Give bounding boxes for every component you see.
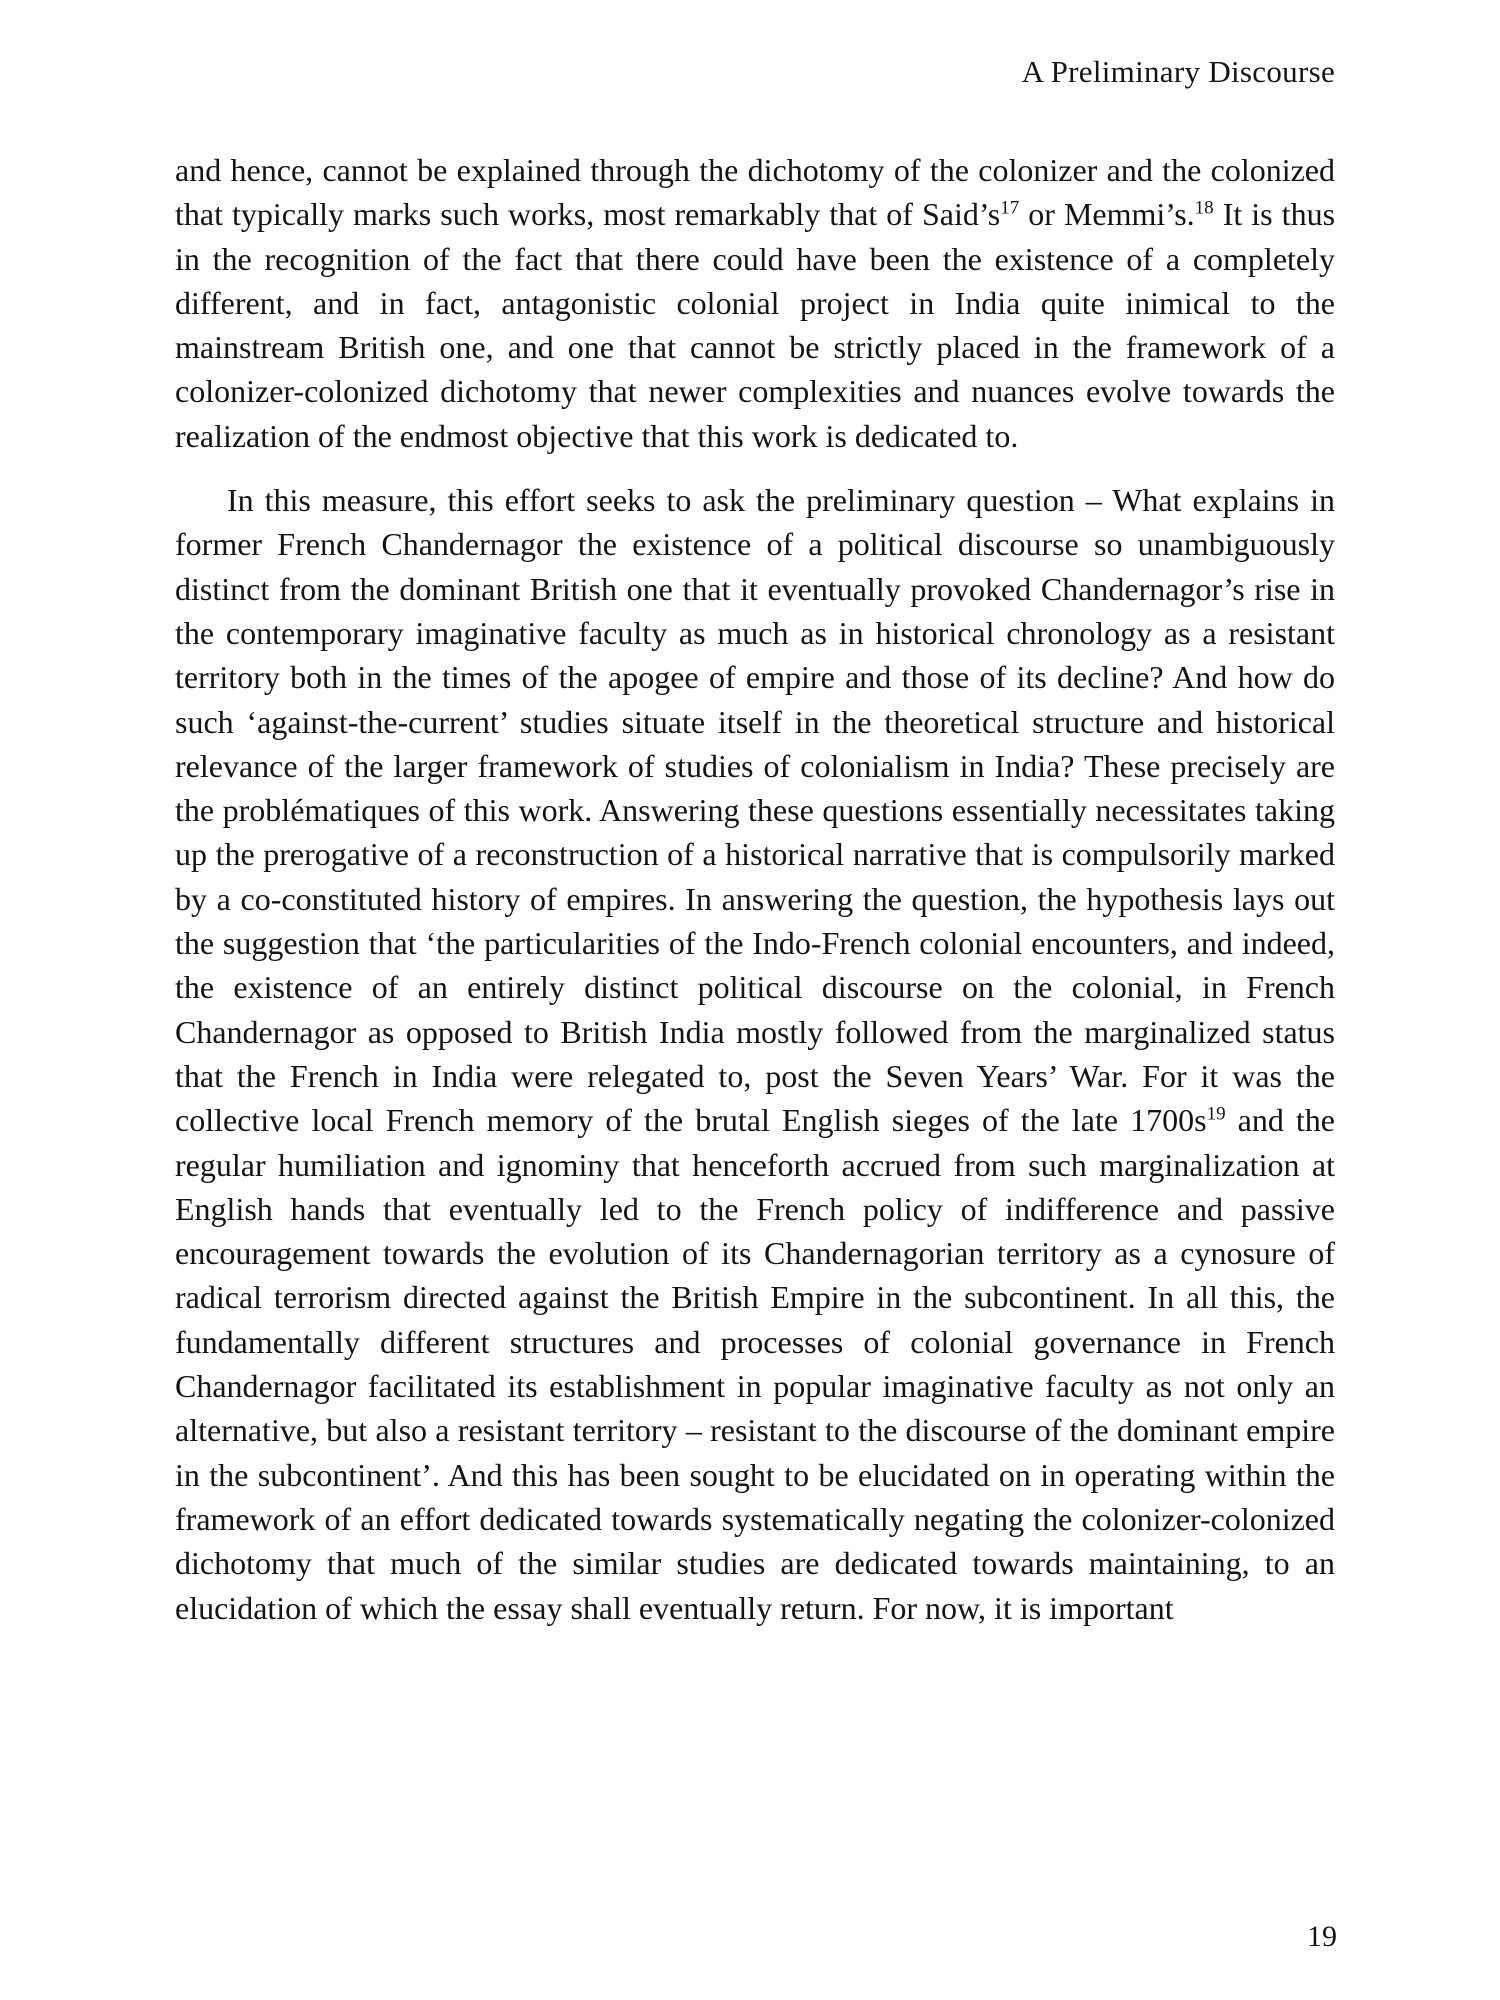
paragraph-1-text-a: and hence, cannot be explained through the dichotomy of the colonizer and the colonized that typically marks such works, most remarkably that of Said’s bbox=[175, 152, 1335, 233]
footnote-marker-18: 18 bbox=[1194, 197, 1214, 219]
paragraph-2-text-a: In this measure, this effort seeks to ask the preliminary question – What explains in former French Chandernagor the existence of a political discourse so unambiguously distinct from the dominant British one that it eventually provoked Chandernagor’s rise in the contemporary imaginative faculty as much as in historical chronology as a resistant territory both in the times of the apogee of empire and those of its decline? And how do such ‘against-the-current’ studies situate itself in the theoretical structure and historical relevance of the larger framework of studies of colonialism in India? These precisely are the problématiques of this work. Answering these questions essentially necessitates taking up the prerogative of a reconstruction of a historical narrative that is compulsorily marked by a co-constituted history of empires. In answering the question, the hypothesis lays out the suggestion that ‘the particularities of the Indo-French colonial encounters, and indeed, the existence of an entirely distinct political discourse on the colonial, in French Chandernagor as opposed to British India mostly followed from the marginalized status that the French in India were relegated to, post the Seven Years’ War. For it was the collective local French memory of the brutal English sieges of the late 1700s bbox=[175, 482, 1335, 1139]
running-header-title: A Preliminary Discourse bbox=[1021, 54, 1335, 89]
footnote-marker-17: 17 bbox=[1000, 197, 1020, 219]
body-text bbox=[175, 148, 1335, 1630]
paragraph-1-text-c: It is thus in the recognition of the fact that there could have been the existence of a completely different, and in fact, antagonistic colonial project in India quite inimical to the mainstream British one, and one that cannot be strictly placed in the framework of a colonizer-colonized dichotomy that newer complexities and nuances evolve towards the realization of the endmost objective that this work is dedicated to. bbox=[175, 196, 1336, 454]
footnote-marker-19: 19 bbox=[1206, 1103, 1226, 1125]
paragraph-1 bbox=[175, 148, 1335, 458]
paragraph-2-text-b: and the regular humiliation and ignominy that henceforth accrued from such marginalization at English hands that eventually led to the French policy of indifference and passive encouragement towards the evolution of its Chandernagorian territory as a cynosure of radical terrorism directed against the British Empire in the subcontinent. In all this, the fundamentally different structures and processes of colonial governance in French Chandernagor facilitated its establishment in popular imaginative faculty as not only an alternative, but also a resistant territory – resistant to the discourse of the dominant empire in the subcontinent’. And this has been sought to be elucidated on in operating within the framework of an effort dedicated towards systematically negating the colonizer-colonized dichotomy that much of the similar studies are dedicated towards maintaining, to an elucidation of which the essay shall eventually return. For now, it is important bbox=[175, 1102, 1335, 1626]
paragraph-2 bbox=[175, 478, 1335, 1630]
page-number: 19 bbox=[1307, 1920, 1337, 1953]
paragraph-1-text-b: or Memmi’s. bbox=[1019, 196, 1195, 233]
